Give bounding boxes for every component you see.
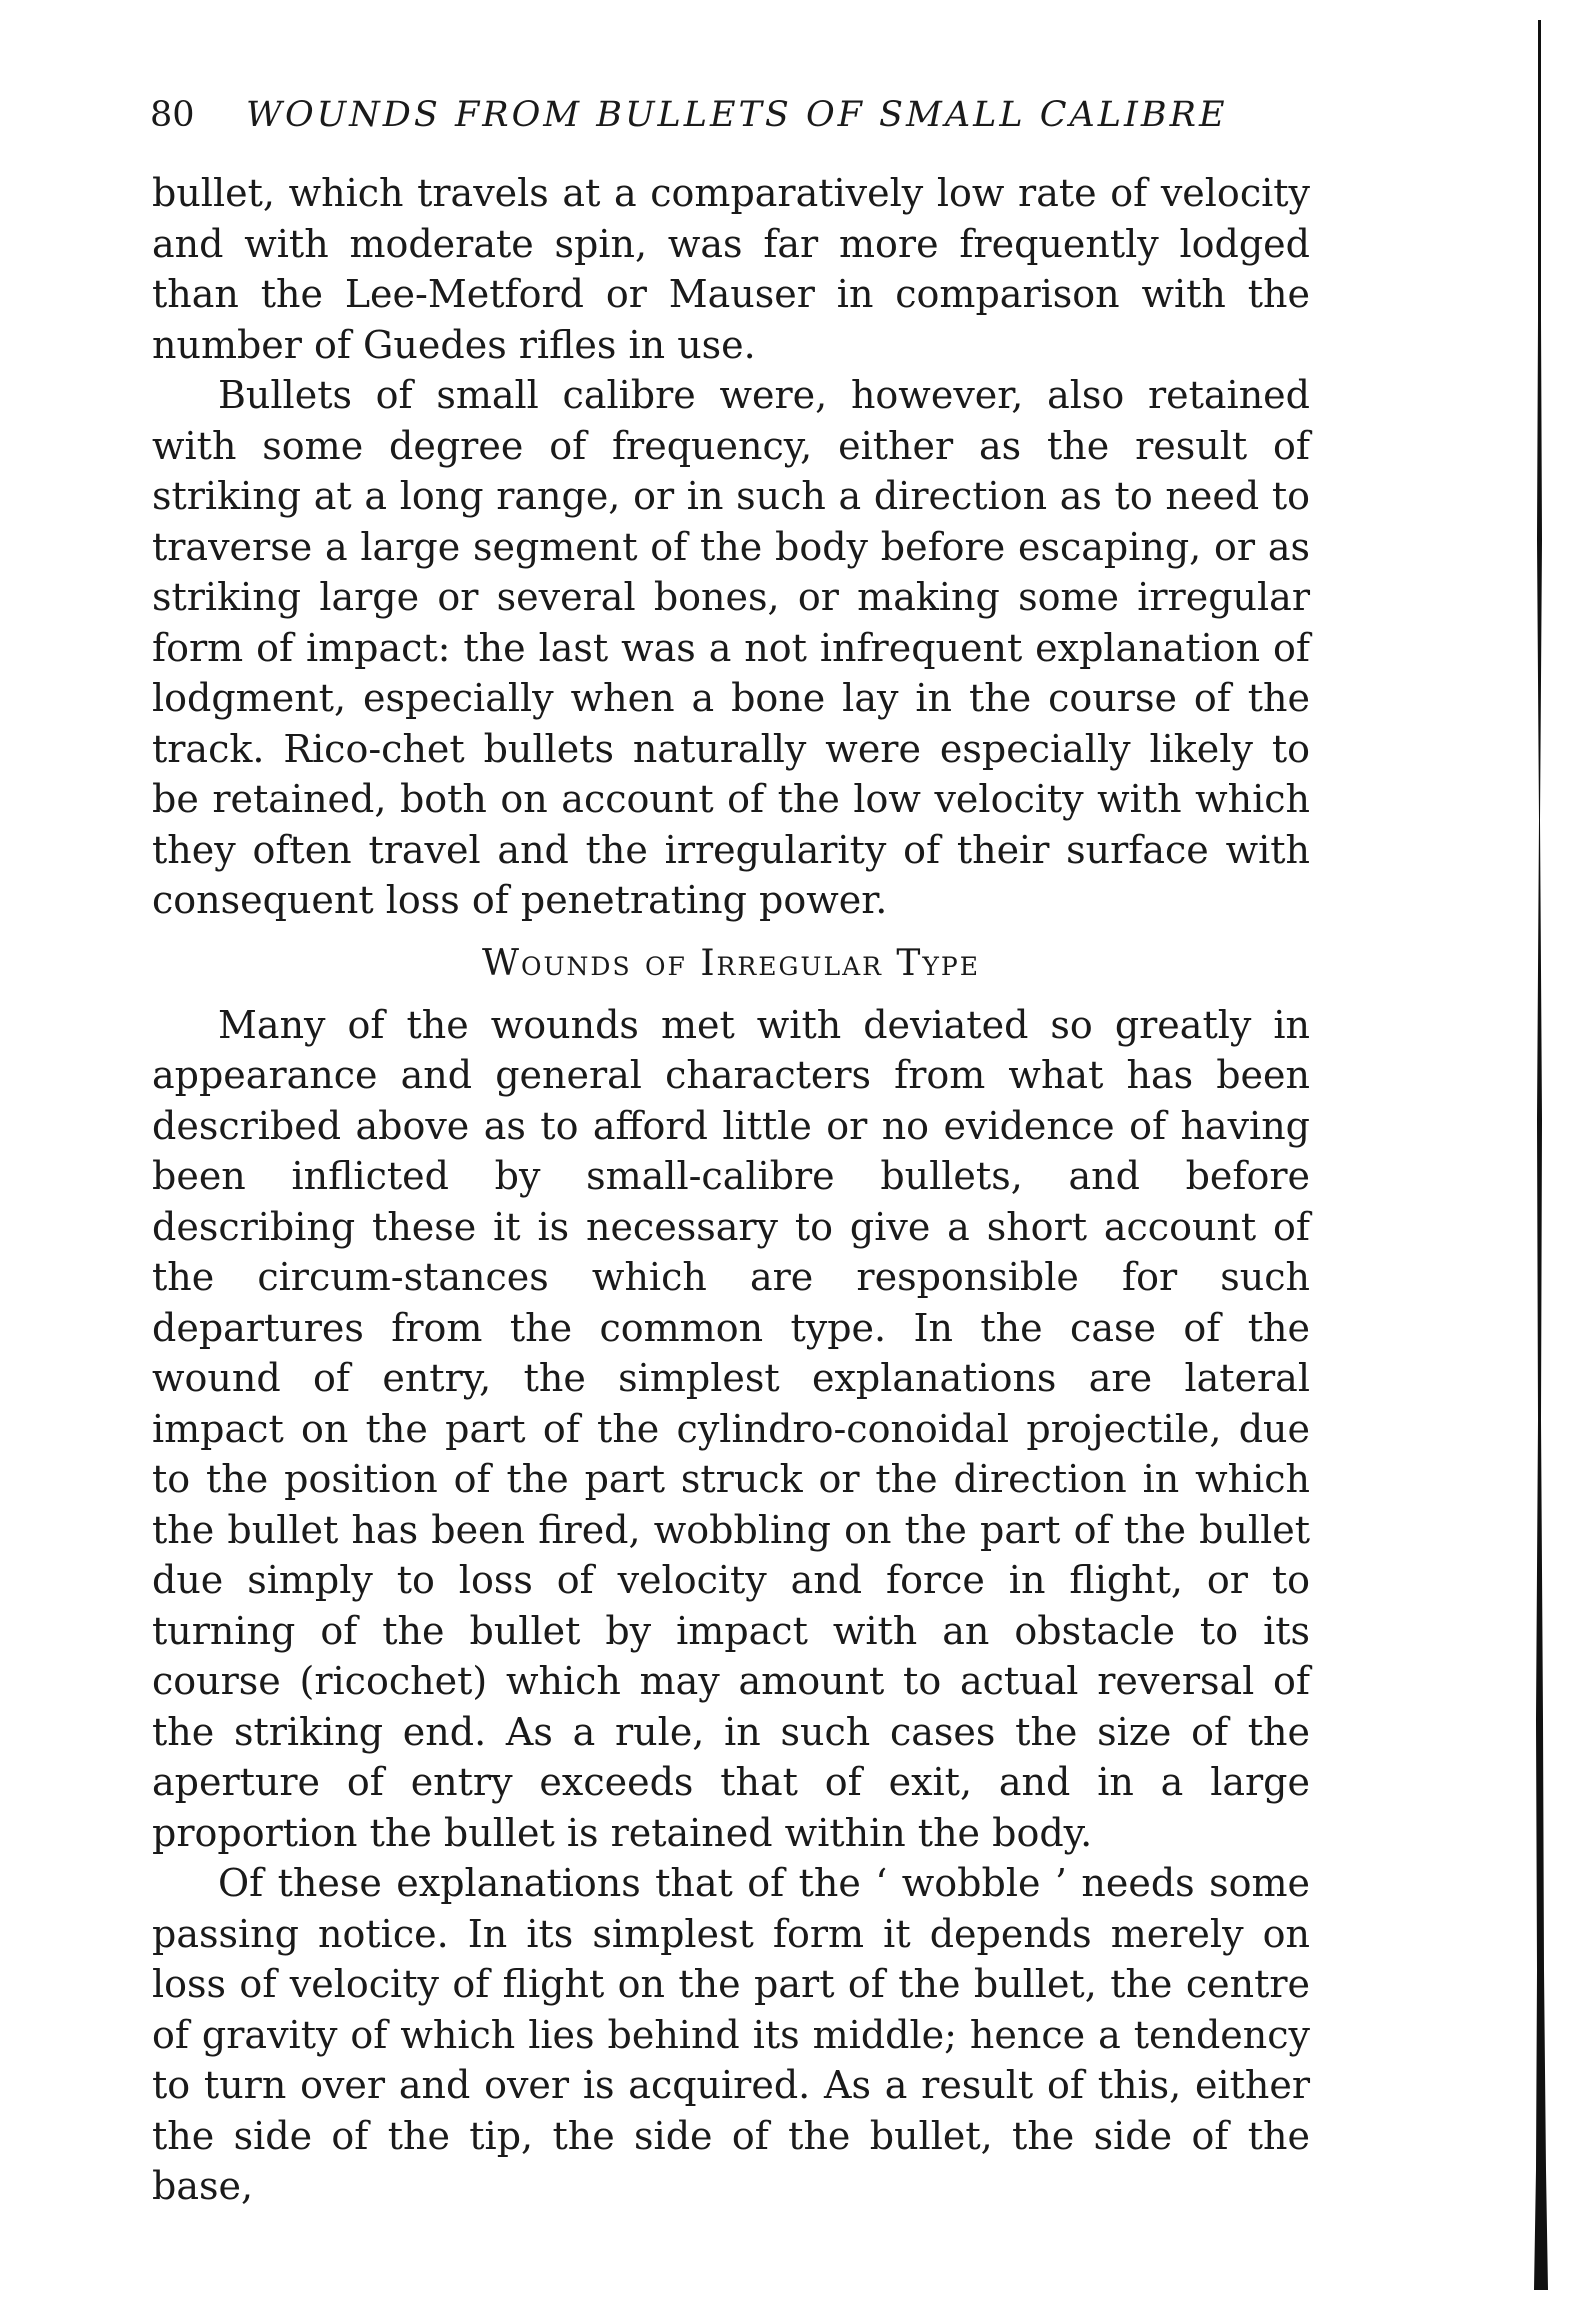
paragraph-irregular-wounds: Many of the wounds met with deviated so greatly in appearance and general characters from what has been described above as to afford little or no evidence of having been inflicted by small-calibre bullets, and before describing these it is necessary to give a short account of the circum-stances which are responsible for such departures from the common type. In the case of the wound of entry, the simplest explanations are lateral impact on the part of the cylindro-conoidal projectile, due to the position of the part struck or the direction in which the bullet has been fired, wobbling on the part of the bullet due simply to loss of velocity and force in flight, or to turning of the bullet by impact with an obstacle to its course (ricochet) which may amount to actual reversal of the striking end. As a rule, in such cases the size of the aperture of entry exceeds that of exit, and in a large proportion the bullet is retained within the body. [152,1002,1310,1855]
section-heading: Wounds of Irregular Type [481,942,980,984]
body-text [152,168,1310,2212]
running-head [150,90,1310,140]
paragraph-retained-bullets: Bullets of small calibre were, however, also retained with some degree of frequency, either as the result of striking at a long range, or in such a direction as to need to traverse a large segment of the body before escaping, or as striking large or several bones, or making some irregular form of impact: the last was a not infrequent explanation of lodgment, especially when a bone lay in the course of the track. Rico-chet bullets naturally were especially likely to be retained, both on account of the low velocity with which they often travel and the irregularity of their surface with consequent loss of penetrating power. [152,373,1310,922]
running-title: WOUNDS FROM BULLETS OF SMALL CALIBRE [246,95,1228,135]
paragraph-continued: bullet, which travels at a comparatively low rate of velocity and with moderate spin, was far more frequently lodged than the Lee-Metford or Mauser in comparison with the number of Guedes rifles in use. [152,171,1310,367]
page-number: 80 [150,95,195,135]
paragraph-wobble: Of these explanations that of the ‘ wobble ’ needs some passing notice. In its simplest form it depends merely on loss of velocity of flight on the part of the bullet, the centre of gravity of which lies behind its middle; hence a tendency to turn over and over is acquired. As a result of this, either the side of the tip, the side of the bullet, the side of the base, [152,1861,1310,2208]
scan-edge-shadow [1528,20,1550,2290]
